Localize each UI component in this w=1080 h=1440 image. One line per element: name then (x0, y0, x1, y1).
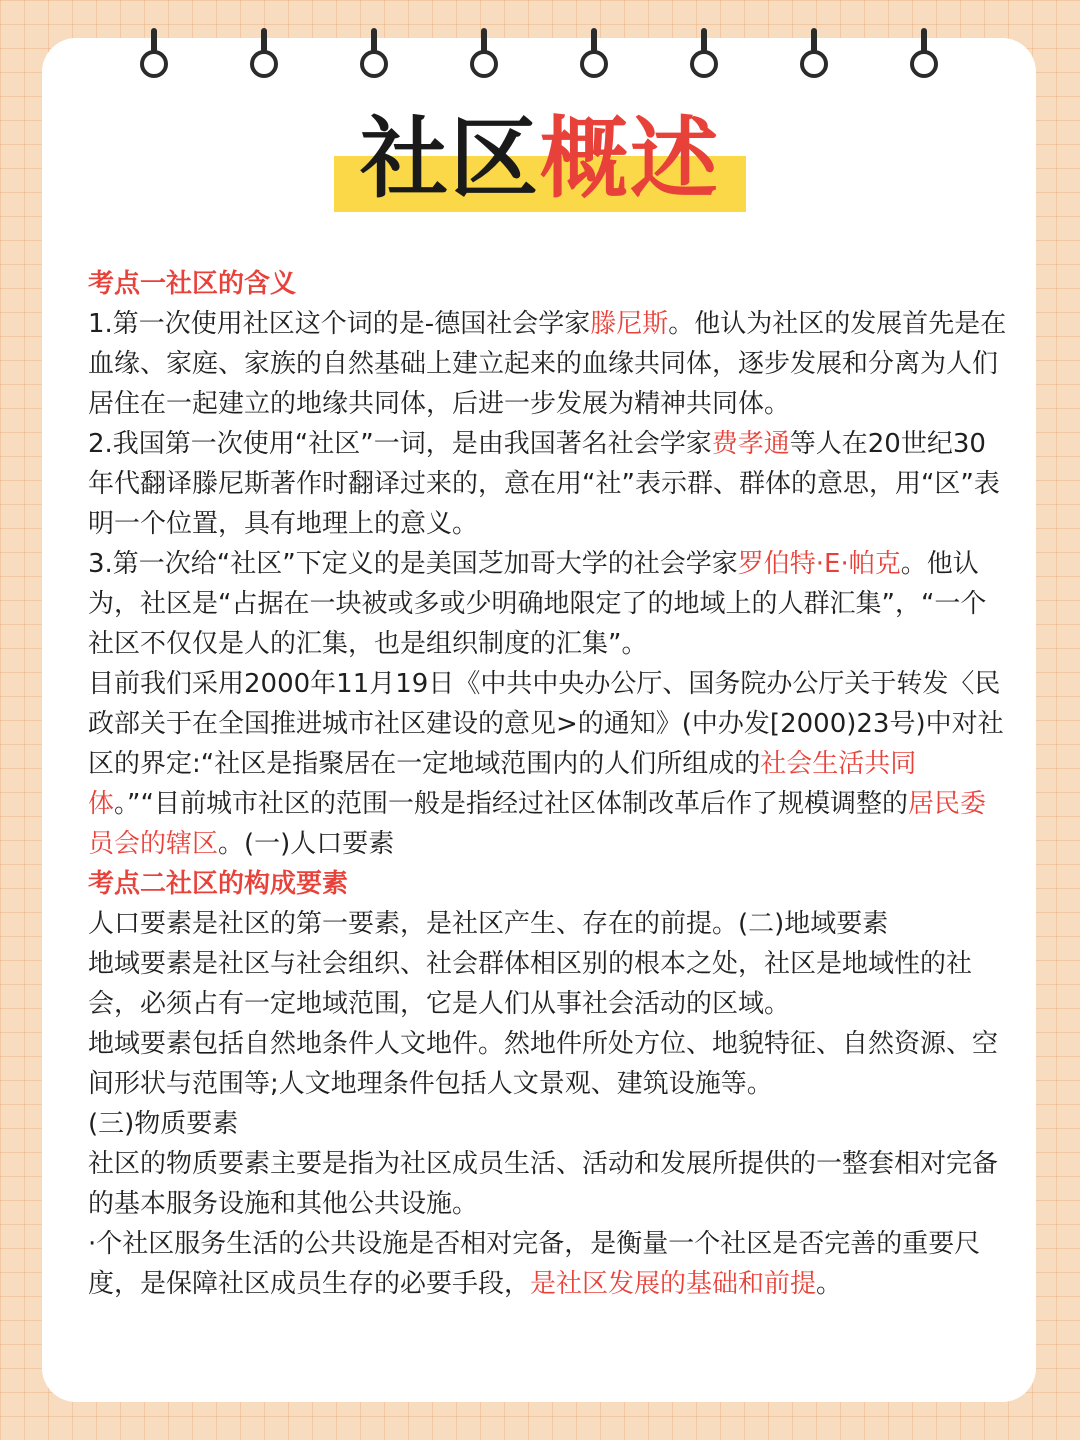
article-body (88, 264, 1008, 1304)
highlight-foundation: 是社区发展的基础和前提 (530, 1269, 817, 1299)
section-2-paragraph-3: 地域要素包括自然地条件人文地件。然地件所处方位、地貌特征、自然资源、空间形状与范围等;人文地理条件包括人文景观、建筑设施等。 (88, 1029, 999, 1099)
title-part-1: 社区 (359, 107, 540, 210)
binder-ring-icon (910, 28, 938, 78)
section-2-heading: 考点二社区的构成要素 (88, 869, 349, 899)
highlight-tonnies: 滕尼斯 (590, 309, 669, 339)
section-2-paragraph-5: 社区的物质要素主要是指为社区成员生活、活动和发展所提供的一整套相对完备的基本服务设施和其他公共设施。 (88, 1149, 999, 1219)
binder-rings (0, 0, 1080, 100)
binder-ring-icon (250, 28, 278, 78)
highlight-robert-park: 罗伯特·E·帕克 (737, 549, 901, 579)
binder-ring-icon (690, 28, 718, 78)
highlight-fei-xiaotong: 费孝通 (711, 429, 790, 459)
binder-ring-icon (800, 28, 828, 78)
binder-ring-icon (360, 28, 388, 78)
binder-ring-icon (580, 28, 608, 78)
section-2-paragraph-2: 地域要素是社区与社会组织、社会群体相区别的根本之处，社区是地域性的社会，必须占有一定地域范围，它是人们从事社会活动的区域。 (88, 949, 973, 1019)
highlight-social-community: 社会生活共同体 (88, 749, 917, 819)
section-1-heading: 考点一社区的含义 (88, 269, 297, 299)
page-title-block (334, 104, 746, 214)
section-1-paragraph-1: 1.第一次使用社区这个词的是-德国社会学家滕尼斯。他认为社区的发展首先是在血缘、家庭、家族的自然基础上建立起来的血缘共同体，逐步发展和分离为人们居住在一起建立的地缘共同体，后进一步发展为精神共同体。 (88, 309, 1007, 419)
section-2-paragraph-6: ·个社区服务生活的公共设施是否相对完备，是衡量一个社区是否完善的重要尺度，是保障社区成员生存的必要手段，是社区发展的基础和前提。 (88, 1229, 981, 1299)
section-2-paragraph-4: (三)物质要素 (88, 1109, 239, 1139)
title-part-2: 概述 (540, 107, 721, 210)
page-title (334, 104, 746, 214)
highlight-residents-committee: 居民委员会的辖区 (88, 789, 986, 859)
binder-ring-icon (470, 28, 498, 78)
section-2-paragraph-1: 人口要素是社区的第一要素，是社区产生、存在的前提。(二)地域要素 (88, 909, 889, 939)
section-1-paragraph-3: 3.第一次给“社区”下定义的是美国芝加哥大学的社会学家罗伯特·E·帕克。他认为，社区是“占据在一块被或多或少明确地限定了的地域上的人群汇集”，“一个社区不仅仅是人的汇集，也是组织制度的汇集”。 (88, 549, 987, 659)
section-1-paragraph-2: 2.我国第一次使用“社区”一词，是由我国著名社会学家费孝通等人在20世纪30年代翻译滕尼斯著作时翻译过来的，意在用“社”表示群、群体的意思，用“区”表明一个位置，具有地理上的意义。 (88, 429, 1000, 539)
binder-ring-icon (140, 28, 168, 78)
section-1-paragraph-4: 目前我们采用2000年11月19日《中共中央办公厅、国务院办公厅关于转发〈民政部关于在全国推进城市社区建设的意见>的通知》(中办发[2000)23号)中对社区的界定:“社区是指聚居在一定地域范围内的人们所组成的社会生活共同体。”“目前城市社区的范围一般是指经过社区体制改革后作了规模调整的居民委员会的辖区。(一)人口要素 (88, 669, 1004, 859)
